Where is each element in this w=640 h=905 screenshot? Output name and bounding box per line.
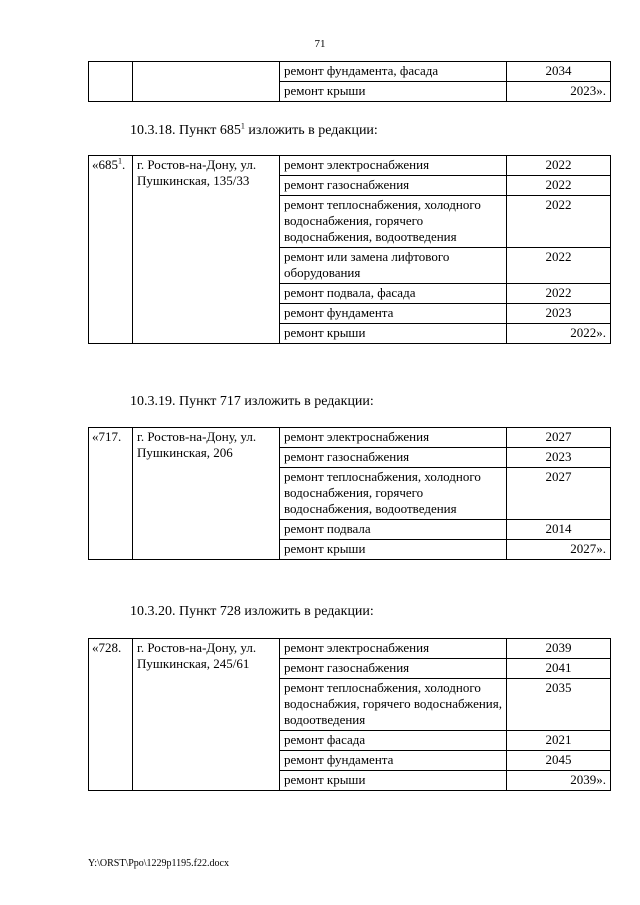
heading-text: изложить в редакции:	[244, 123, 378, 138]
year-cell: 2022	[507, 284, 611, 304]
work-cell: ремонт электроснабжения	[280, 428, 507, 448]
table-row	[89, 156, 611, 176]
work-cell: ремонт фасада	[280, 731, 507, 751]
work-cell: ремонт теплоснабжения, холодного водоснабжения, горячего водоснабжения, водоотведения	[280, 196, 507, 248]
work-cell: ремонт крыши	[280, 771, 507, 791]
work-cell: ремонт или замена лифтового оборудования	[280, 248, 507, 284]
work-cell: ремонт газоснабжения	[280, 659, 507, 679]
table-row	[89, 62, 611, 82]
year-cell: 2034	[507, 62, 611, 82]
table-row	[89, 639, 611, 659]
address-cell: г. Ростов-на-Дону, ул. Пушкинская, 245/61	[133, 639, 280, 791]
section-heading-685	[130, 122, 378, 140]
work-cell: ремонт фундамента	[280, 751, 507, 771]
year-cell: 2027».	[507, 540, 611, 560]
year-cell: 2035	[507, 679, 611, 731]
work-cell: ремонт электроснабжения	[280, 156, 507, 176]
work-cell: ремонт подвала, фасада	[280, 284, 507, 304]
section-heading-717: 10.3.19. Пункт 717 изложить в редакции:	[130, 394, 374, 409]
year-cell: 2041	[507, 659, 611, 679]
work-cell: ремонт газоснабжения	[280, 448, 507, 468]
work-cell: ремонт крыши	[280, 324, 507, 344]
year-cell: 2039	[507, 639, 611, 659]
work-cell: ремонт теплоснабжения, холодного водоснабжения, горячего водоснабжения, водоотведения	[280, 468, 507, 520]
num-cell: «728.	[89, 639, 133, 791]
work-cell: ремонт крыши	[280, 540, 507, 560]
year-cell: 2045	[507, 751, 611, 771]
work-cell: ремонт газоснабжения	[280, 176, 507, 196]
year-cell: 2027	[507, 468, 611, 520]
item-number-sup: 1	[118, 156, 122, 166]
num-cell	[89, 62, 133, 102]
year-cell: 2022	[507, 156, 611, 176]
table-685	[88, 155, 611, 344]
address-cell	[133, 62, 280, 102]
work-cell: ремонт фундамента	[280, 304, 507, 324]
table-728	[88, 638, 611, 791]
table-717	[88, 427, 611, 560]
page-number: 71	[314, 38, 326, 50]
num-cell	[89, 156, 133, 344]
year-cell: 2022	[507, 196, 611, 248]
year-cell: 2014	[507, 520, 611, 540]
work-cell: ремонт теплоснабжения, холодного водоснабжия, горячего водоснабжения, водоотведения	[280, 679, 507, 731]
address-cell: г. Ростов-на-Дону, ул. Пушкинская, 206	[133, 428, 280, 560]
work-cell: ремонт электроснабжения	[280, 639, 507, 659]
item-number-suffix: .	[122, 157, 126, 172]
year-cell: 2023».	[507, 82, 611, 102]
num-cell: «717.	[89, 428, 133, 560]
work-cell: ремонт подвала	[280, 520, 507, 540]
year-cell: 2022	[507, 248, 611, 284]
heading-text: 10.3.18. Пункт 685	[130, 123, 241, 138]
footer-file-path: Y:\ORST\Ppo\1229p1195.f22.docx	[88, 858, 229, 869]
year-cell: 2021	[507, 731, 611, 751]
section-heading-728: 10.3.20. Пункт 728 изложить в редакции:	[130, 604, 374, 619]
address-cell: г. Ростов-на-Дону, ул. Пушкинская, 135/33	[133, 156, 280, 344]
year-cell: 2027	[507, 428, 611, 448]
heading-sup: 1	[240, 121, 245, 131]
work-cell: ремонт крыши	[280, 82, 507, 102]
year-cell: 2039».	[507, 771, 611, 791]
work-cell: ремонт фундамента, фасада	[280, 62, 507, 82]
item-number: «685	[92, 157, 118, 172]
year-cell: 2023	[507, 448, 611, 468]
year-cell: 2022	[507, 176, 611, 196]
year-cell: 2022».	[507, 324, 611, 344]
table-continuation	[88, 61, 611, 102]
year-cell: 2023	[507, 304, 611, 324]
table-row	[89, 428, 611, 448]
